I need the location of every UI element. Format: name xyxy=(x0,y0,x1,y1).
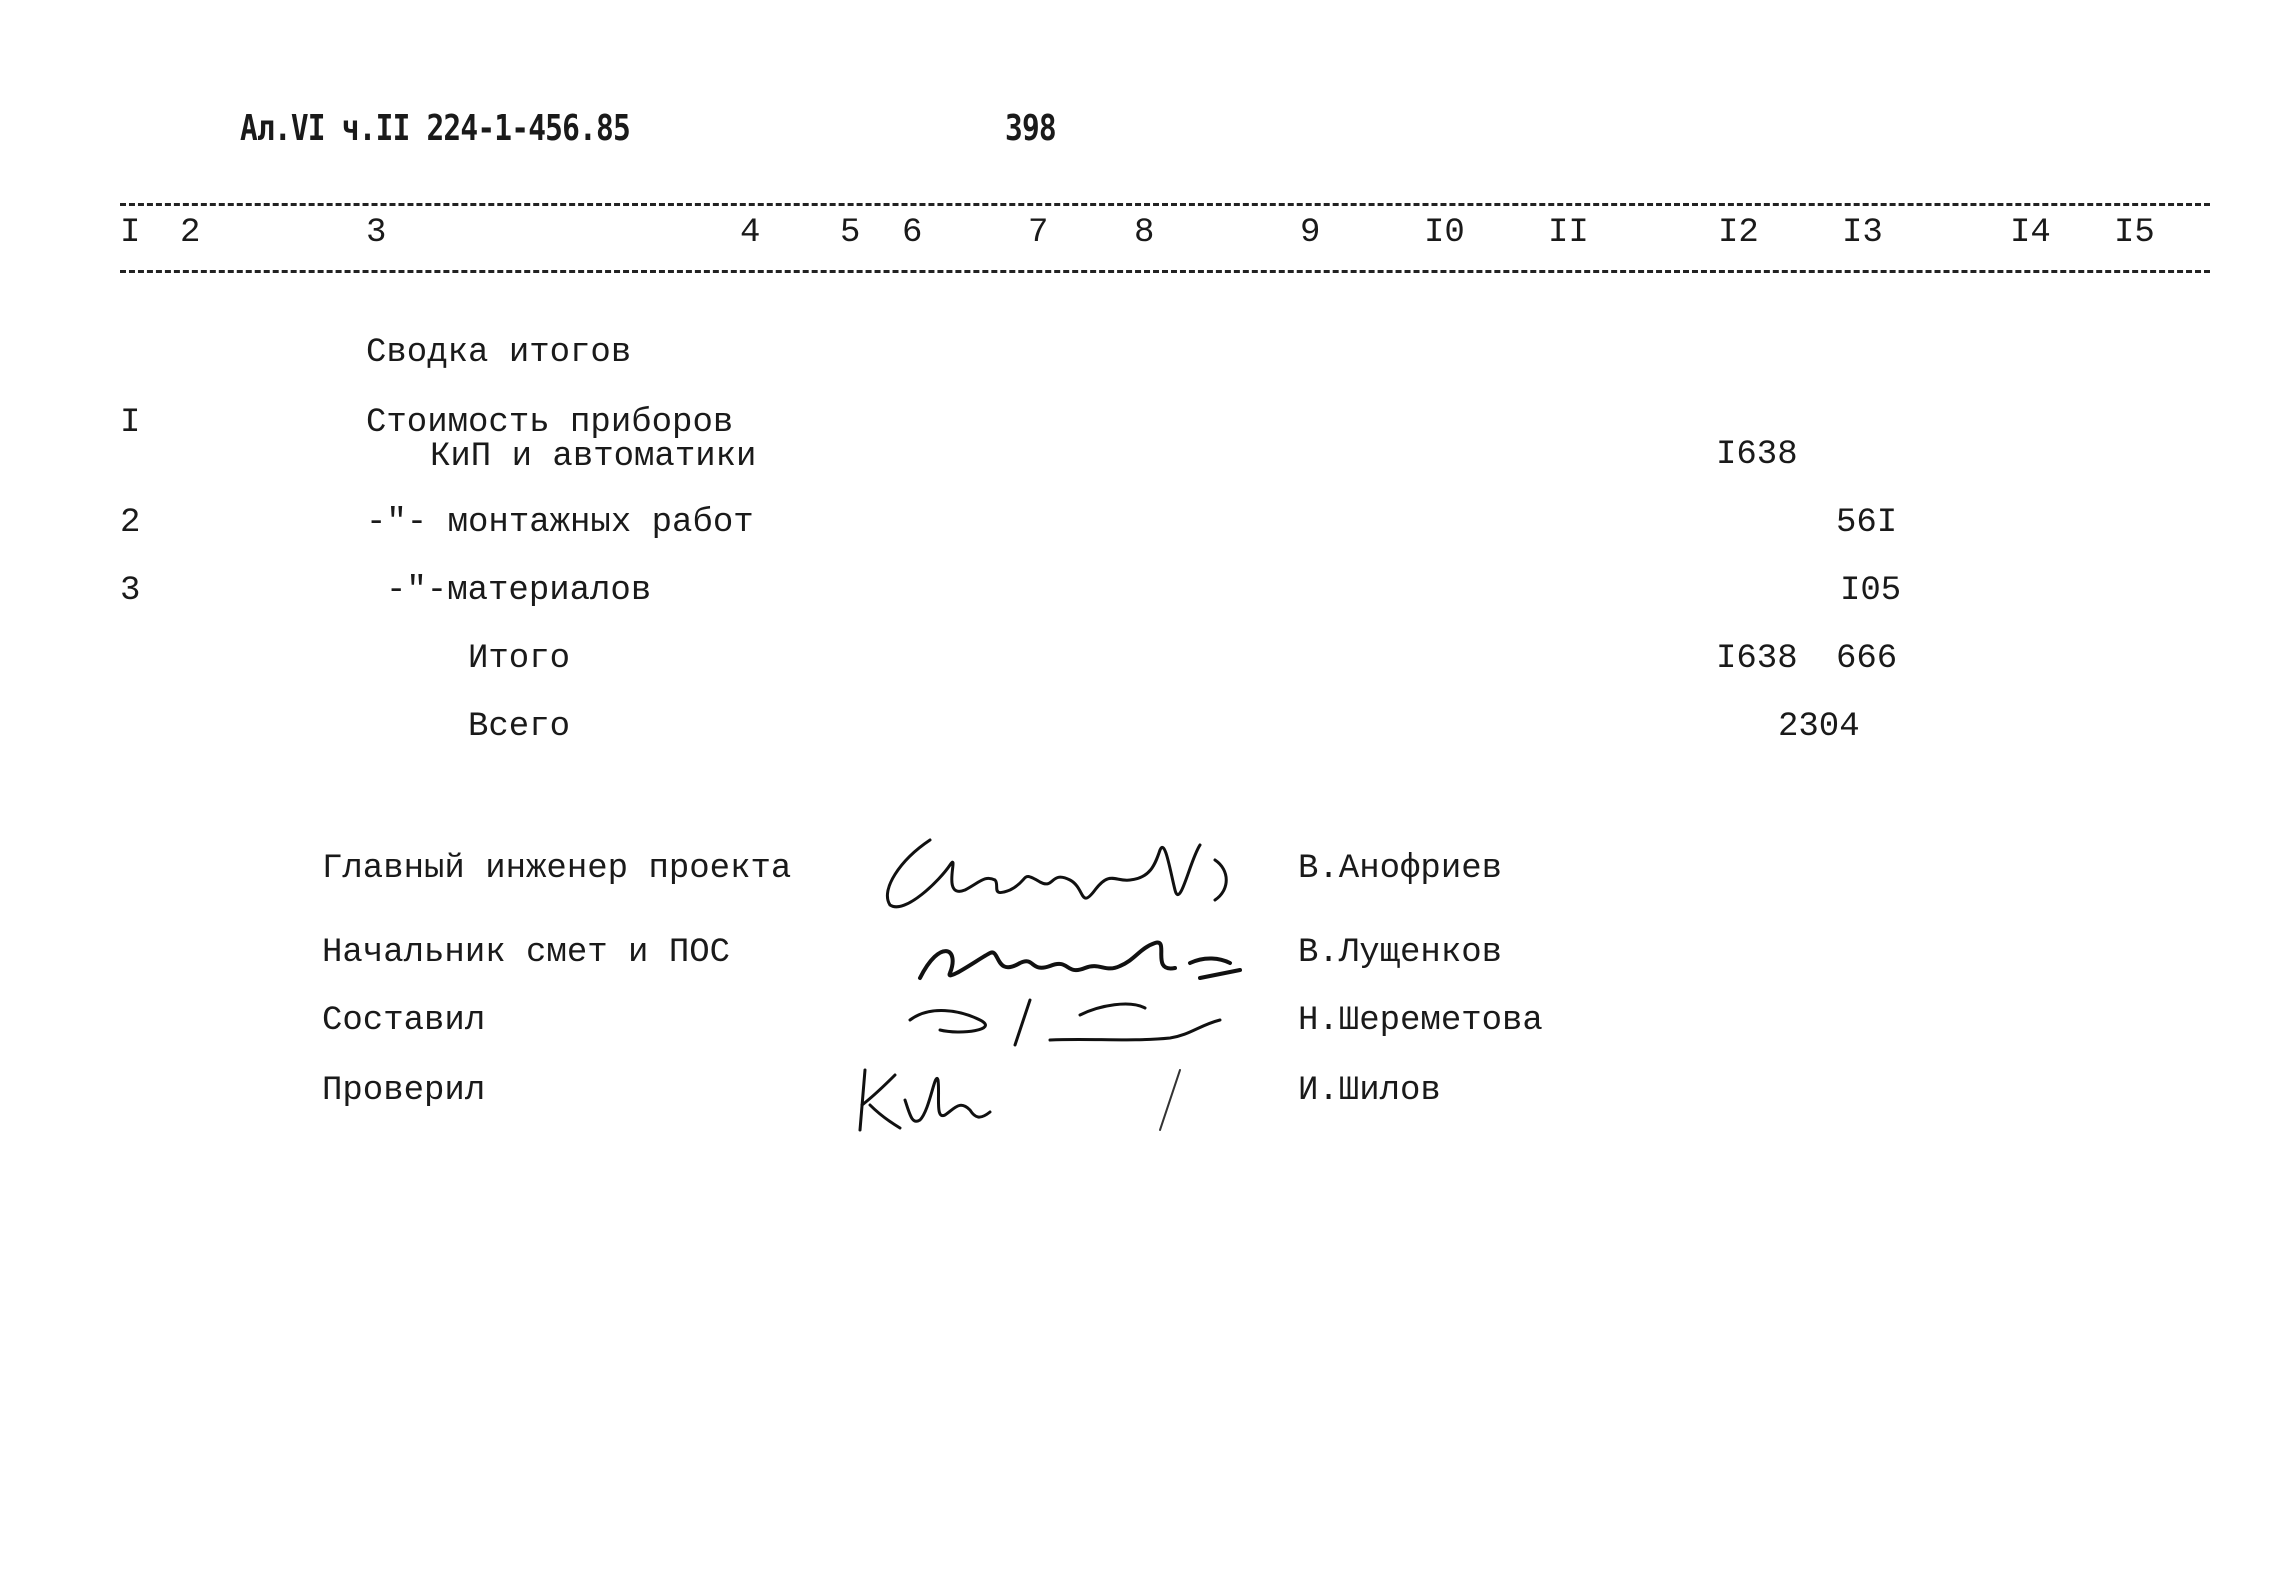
handwritten-signature-3 xyxy=(900,990,1260,1060)
row-number: 2 xyxy=(120,504,141,542)
column-number: I5 xyxy=(2114,214,2155,252)
signature-role: Главный инженер проекта xyxy=(322,850,792,888)
column-number: I4 xyxy=(2010,214,2051,252)
signature-role: Начальник смет и ПОС xyxy=(322,934,731,972)
column-number: I0 xyxy=(1424,214,1465,252)
row-value-col12: I638 xyxy=(1716,436,1798,474)
header-rule-bottom xyxy=(120,270,2210,273)
column-number: I xyxy=(120,214,141,252)
signature-name: Н.Шереметова xyxy=(1298,1002,1543,1040)
signature-name: В.Анофриев xyxy=(1298,850,1503,888)
column-number: 4 xyxy=(740,214,761,252)
signature-name: И.Шилов xyxy=(1298,1072,1441,1110)
signature-role: Проверил xyxy=(322,1072,486,1110)
signature-name: В.Лущенков xyxy=(1298,934,1503,972)
header-rule-top xyxy=(120,203,2210,206)
handwritten-signature-4 xyxy=(850,1060,1210,1140)
column-number: 8 xyxy=(1134,214,1155,252)
page-number: 398 xyxy=(1005,108,1056,149)
column-number: 9 xyxy=(1300,214,1321,252)
summary-title: Сводка итогов xyxy=(366,334,632,372)
signature-role: Составил xyxy=(322,1002,486,1040)
column-number: II xyxy=(1548,214,1589,252)
column-number: 7 xyxy=(1028,214,1049,252)
column-number: 6 xyxy=(902,214,923,252)
subtotal-label: Итого xyxy=(468,640,571,678)
row-number: 3 xyxy=(120,572,141,610)
total-label: Всего xyxy=(468,708,571,746)
row-value-col13: 56I xyxy=(1836,504,1898,542)
total-value: 2304 xyxy=(1778,708,1860,746)
document-code: Ал.VI ч.II 224-1-456.85 xyxy=(240,108,630,149)
row-label: -"- монтажных работ xyxy=(366,504,754,542)
column-number: 3 xyxy=(366,214,387,252)
row-label: Стоимость приборов xyxy=(366,404,734,442)
row-number: I xyxy=(120,404,141,442)
column-number: I3 xyxy=(1842,214,1883,252)
column-number: 2 xyxy=(180,214,201,252)
row-label-continued: КиП и автоматики xyxy=(430,438,757,476)
column-number: 5 xyxy=(840,214,861,252)
subtotal-col12: I638 xyxy=(1716,640,1798,678)
handwritten-signature-1 xyxy=(870,820,1270,930)
row-label: -"-материалов xyxy=(386,572,652,610)
column-number: I2 xyxy=(1718,214,1759,252)
subtotal-col13: 666 xyxy=(1836,640,1898,678)
row-value-col13: I05 xyxy=(1840,572,1902,610)
handwritten-signature-2 xyxy=(900,918,1260,998)
